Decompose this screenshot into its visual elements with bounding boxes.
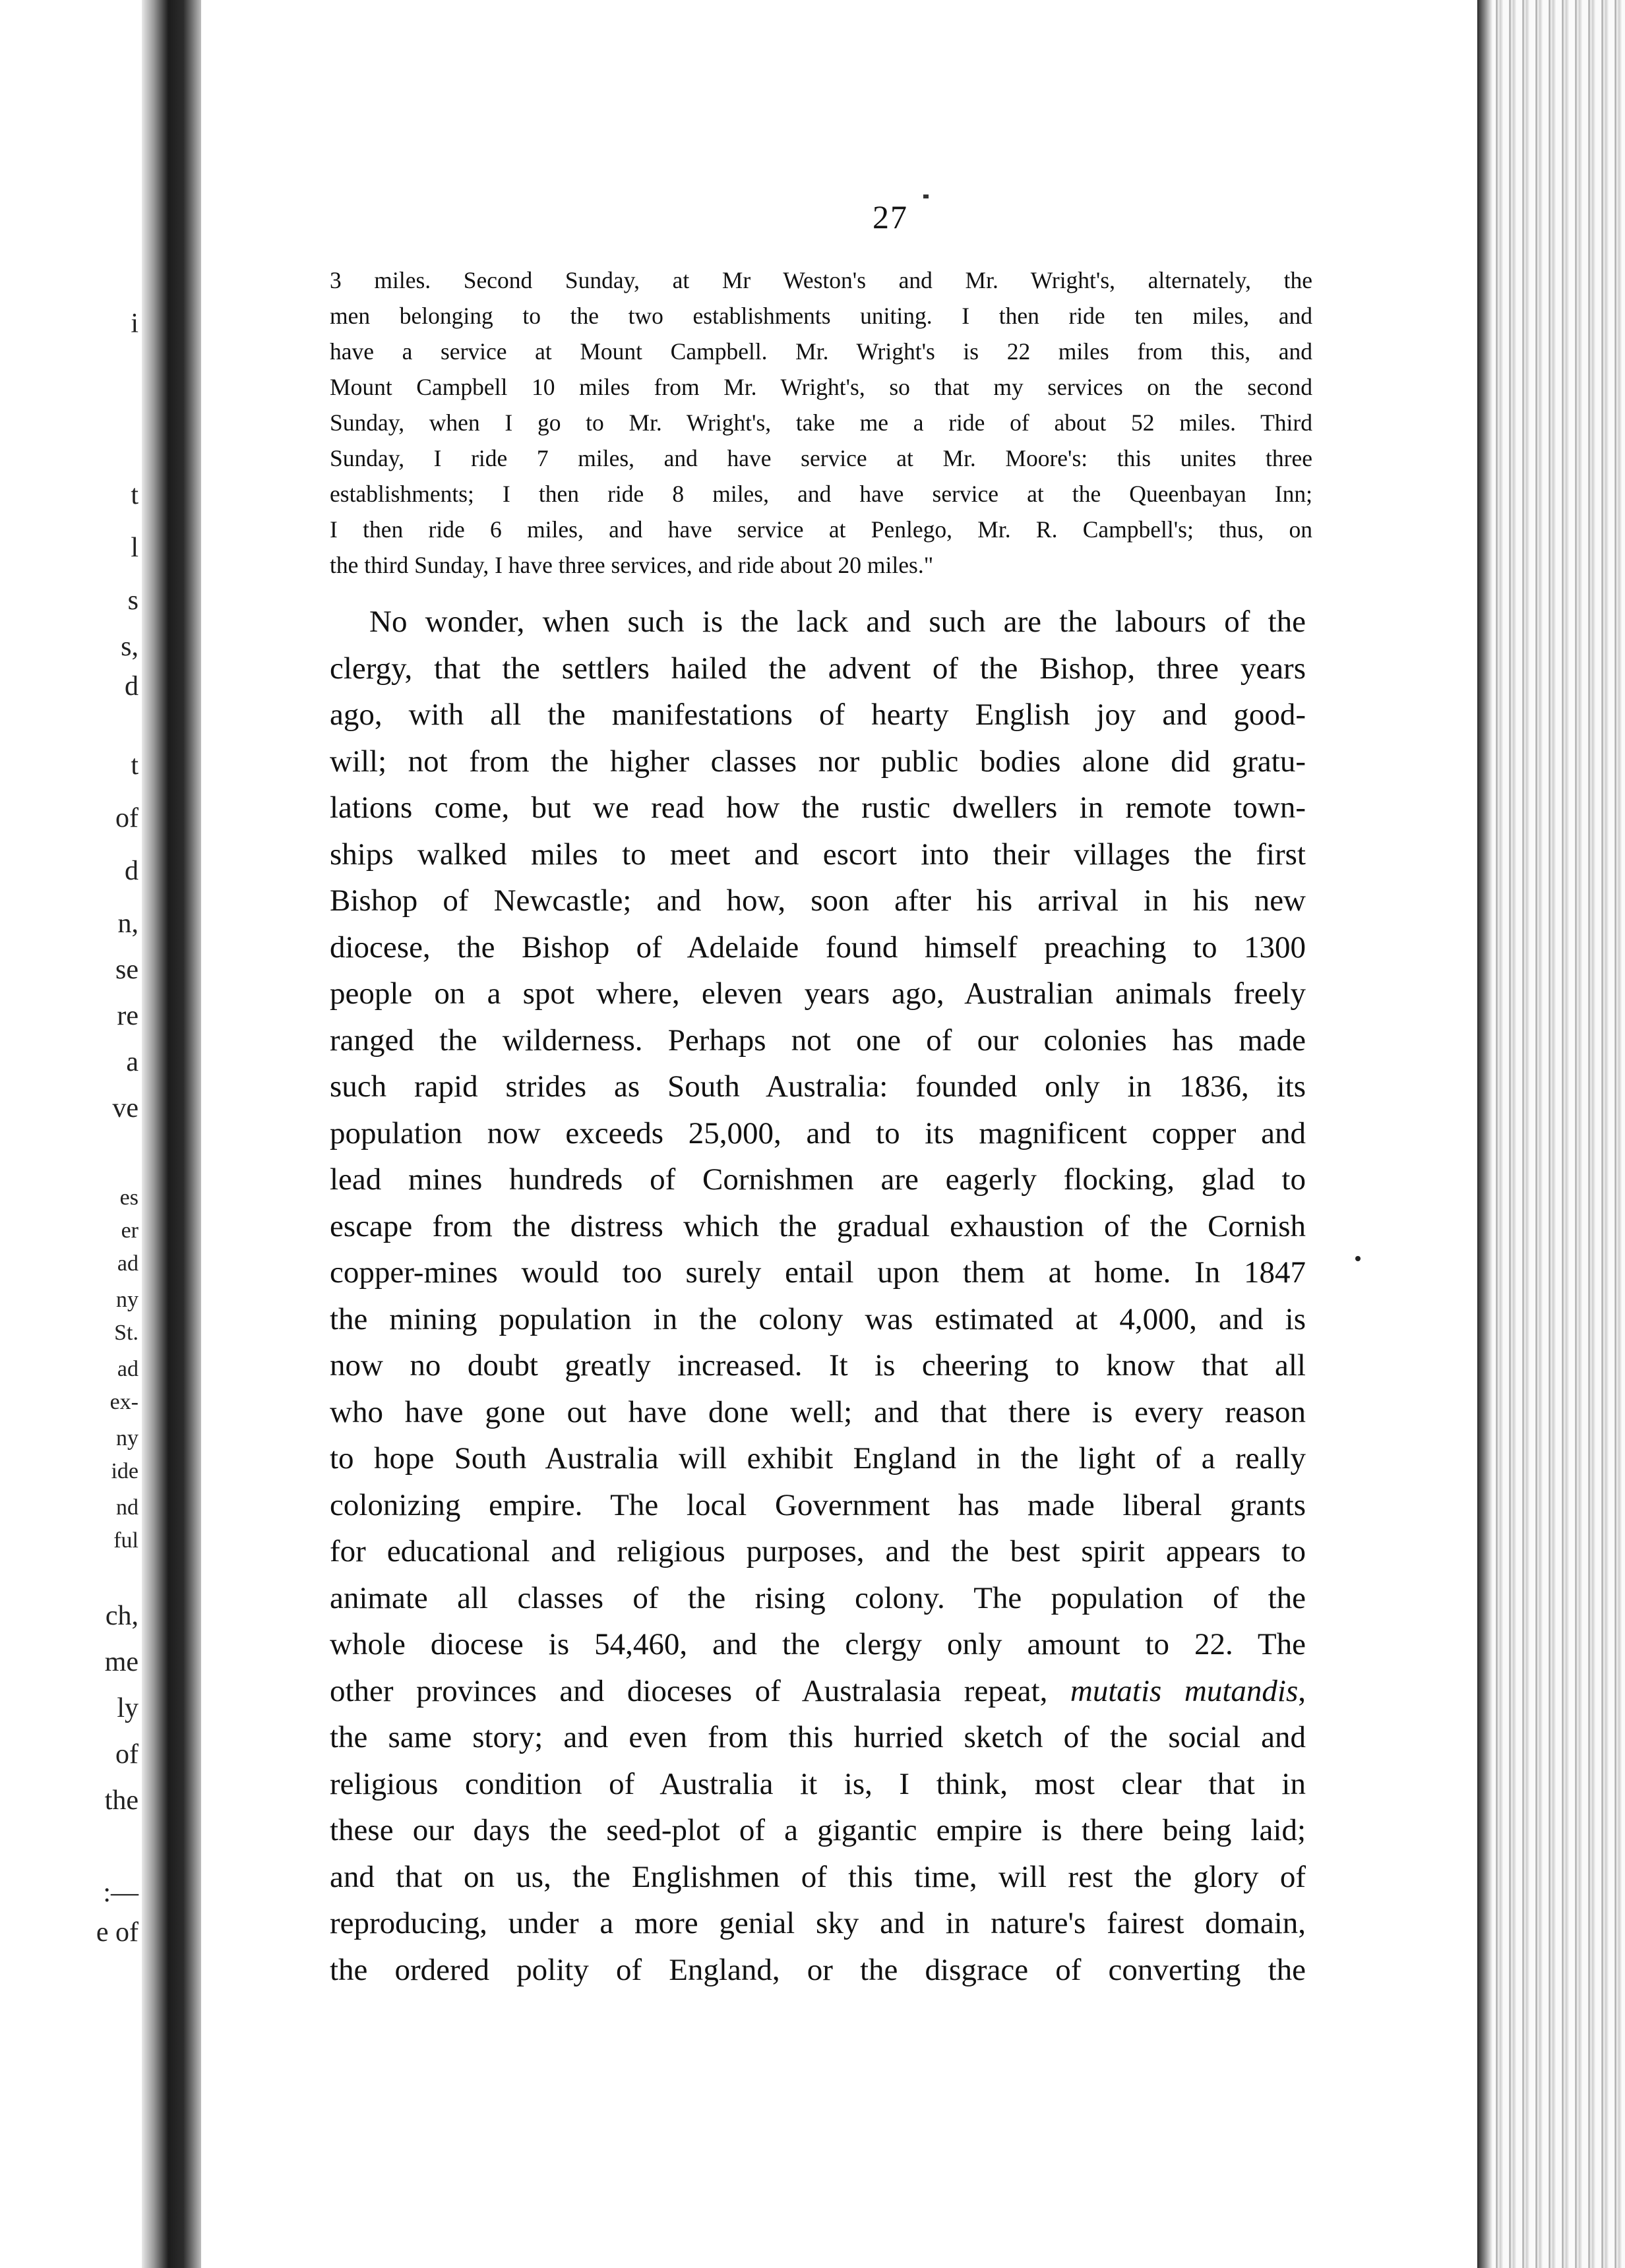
left-page-fragment: ful [113, 1528, 138, 1553]
body-line: will; not from the higher classes nor public bodies alone did gratu- [330, 744, 1306, 779]
left-page-fragment: of [115, 1739, 138, 1770]
quote-line: Sunday, I ride 7 miles, and have service at Mr. Moore's: this unites three [330, 445, 1312, 471]
page-number: 27 [873, 198, 908, 235]
left-page-fragment: se [115, 955, 138, 985]
left-page-fragment: ny [116, 1288, 138, 1312]
left-page-fragment: the [104, 1785, 138, 1816]
page-edge [1477, 0, 1625, 2268]
body-line: to hope South Australia will exhibit England in the light of a really [330, 1441, 1306, 1476]
left-page-fragment: ad [117, 1357, 138, 1381]
body-line: reproducing, under a more genial sky and in nature's fairest domain, [330, 1906, 1306, 1940]
left-page-fragment: of [115, 803, 138, 833]
body-line: the ordered polity of England, or the disgrace of converting the [330, 1952, 1306, 1987]
left-page-fragment: nd [116, 1495, 138, 1520]
body-line: Bishop of Newcastle; and how, soon after his arrival in his new [330, 883, 1306, 918]
left-page-fragment: me [104, 1647, 138, 1677]
left-page-fragment: i [131, 309, 138, 339]
left-page-fragment: s, [121, 632, 138, 662]
quote-line: Mount Campbell 10 miles from Mr. Wright's, so that my services on the second [330, 374, 1312, 400]
left-page-fragment: ex- [109, 1390, 138, 1414]
body-line: animate all classes of the rising colony. The population of the [330, 1580, 1306, 1615]
body-line: copper-mines would too surely entail upon them at home. In 1847 [330, 1255, 1306, 1290]
left-page-fragment: St. [114, 1321, 138, 1345]
body-line: clergy, that the settlers hailed the advent of the Bishop, three years [330, 651, 1306, 686]
body-line: and that on us, the Englishmen of this time, will rest the glory of [330, 1859, 1306, 1894]
body-line: such rapid strides as South Australia: founded only in 1836, its [330, 1069, 1306, 1104]
body-line: ships walked miles to meet and escort into their villages the first [330, 837, 1306, 872]
quote-line: 3 miles. Second Sunday, at Mr Weston's and Mr. Wright's, alternately, the [330, 267, 1312, 293]
body-line: colonizing empire. The local Government has made liberal grants [330, 1487, 1306, 1522]
left-page-fragment: ide [111, 1459, 138, 1483]
body-line: lations come, but we read how the rustic dwellers in remote town- [330, 791, 1306, 825]
body-line: other provinces and dioceses of Australasia repeat, mutatis mutandis, [330, 1673, 1306, 1708]
body-paragraph [330, 599, 1306, 1993]
body-line: No wonder, when such is the lack and such are the labours of the [369, 605, 1306, 639]
body-line: for educational and religious purposes, and the best spirit appears to [330, 1534, 1306, 1568]
body-line: ranged the wilderness. Perhaps not one of our colonies has made [330, 1023, 1306, 1058]
left-page-fragment: n, [117, 909, 138, 939]
left-page-fragment: ch, [105, 1601, 138, 1631]
left-page-fragment: t [131, 480, 138, 510]
quote-line: I then ride 6 miles, and have service at Penlego, Mr. R. Campbell's; thus, on [330, 516, 1312, 543]
quoted-passage [330, 262, 1312, 583]
left-page-fragment: d [125, 856, 138, 886]
quote-line: have a service at Mount Campbell. Mr. Wright's is 22 miles from this, and [330, 338, 1312, 365]
left-page-fragment: e of [96, 1917, 138, 1948]
left-page-fragment: ve [112, 1093, 138, 1123]
body-line: lead mines hundreds of Cornishmen are eagerly flocking, glad to [330, 1162, 1306, 1197]
body-line: the same story; and even from this hurried sketch of the social and [330, 1720, 1306, 1754]
body-line: who have gone out have done well; and that there is every reason [330, 1394, 1306, 1429]
left-page-fragment: s [127, 585, 138, 616]
quote-line: Sunday, when I go to Mr. Wright's, take me a ride of about 52 miles. Third [330, 409, 1312, 436]
left-page-fragment: d [125, 671, 138, 701]
left-page-fragment: er [121, 1218, 138, 1243]
body-line: diocese, the Bishop of Adelaide found himself preaching to 1300 [330, 930, 1306, 965]
left-page-fragment: es [119, 1185, 138, 1210]
left-page-fragment: t [131, 750, 138, 781]
body-line: escape from the distress which the gradual exhaustion of the Cornish [330, 1209, 1306, 1243]
left-page-fragment: :— [103, 1878, 138, 1908]
body-line: people on a spot where, eleven years ago, Australian animals freely [330, 976, 1306, 1011]
binding-gutter [142, 0, 201, 2268]
left-page-fragment: a [126, 1047, 138, 1077]
left-page-fragment: ad [117, 1251, 138, 1276]
body-line: these our days the seed-plot of a gigantic empire is there being laid; [330, 1813, 1306, 1847]
left-page-fragment: l [131, 533, 138, 563]
quote-line: establishments; I then ride 8 miles, and have service at the Queenbayan Inn; [330, 481, 1312, 507]
left-page-fragment: ny [116, 1426, 138, 1450]
left-page-fragment: ly [117, 1693, 138, 1723]
quote-line: the third Sunday, I have three services, and ride about 20 miles." [330, 552, 934, 578]
body-line: the mining population in the colony was estimated at 4,000, and is [330, 1301, 1306, 1336]
ink-speck [1355, 1256, 1361, 1261]
body-line: now no doubt greatly increased. It is cheering to know that all [330, 1348, 1306, 1383]
left-page-fragment: re [117, 1001, 138, 1031]
body-line: population now exceeds 25,000, and to its magnificent copper and [330, 1116, 1306, 1150]
quote-line: men belonging to the two establishments uniting. I then ride ten miles, and [330, 303, 1312, 329]
body-line: religious condition of Australia it is, I think, most clear that in [330, 1766, 1306, 1801]
body-line: whole diocese is 54,460, and the clergy only amount to 22. The [330, 1627, 1306, 1661]
body-line: ago, with all the manifestations of hearty English joy and good- [330, 698, 1306, 732]
left-page-fragments [0, 0, 138, 2268]
page [330, 198, 1332, 1993]
